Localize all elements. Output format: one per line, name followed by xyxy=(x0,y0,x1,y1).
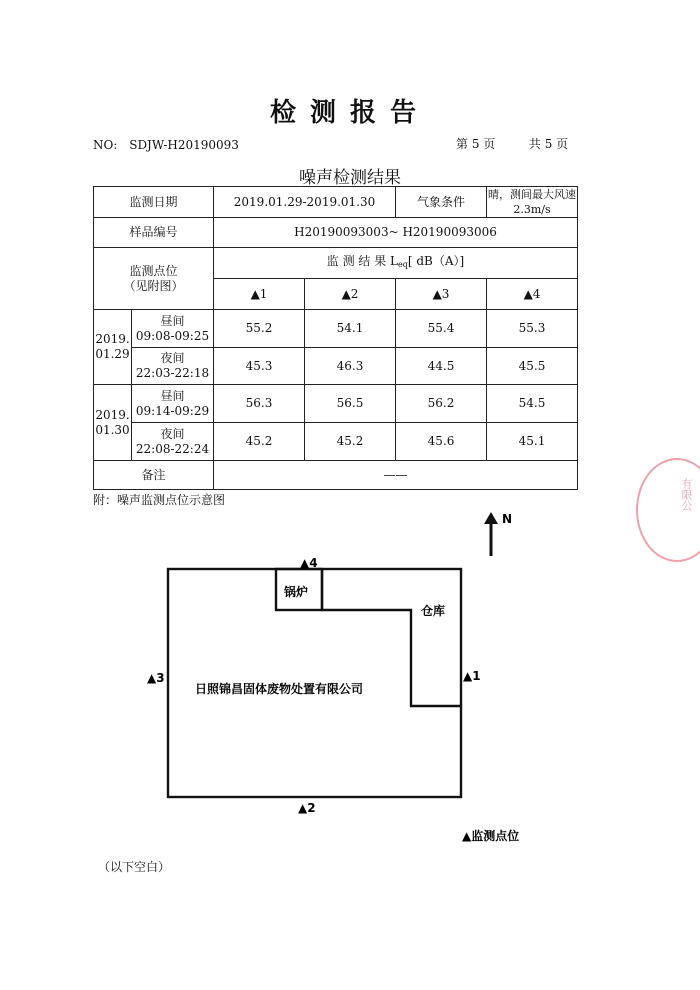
blank-below-note: （以下空白） xyxy=(98,860,171,874)
boiler-label: 锅炉 xyxy=(284,585,309,599)
company-label: 日照锦昌固体废物处置有限公司 xyxy=(195,682,364,696)
value-cell: 54.1 xyxy=(305,310,396,348)
weather-value-cell: 晴，测间最大风速 2.3m/s xyxy=(488,188,577,216)
monitoring-point-4: ▲4 xyxy=(300,556,318,570)
period-time: 09:08-09:25 xyxy=(135,328,210,343)
date-line: 2019. xyxy=(95,332,130,346)
sample-label-cell: 样品编号 xyxy=(94,218,214,248)
value-cell: 56.3 xyxy=(214,385,305,423)
period-time: 22:03-22:18 xyxy=(135,366,210,380)
sample-value-cell: H20190093003~ H20190093006 xyxy=(214,218,578,248)
value-cell: 45.3 xyxy=(214,348,305,385)
value-cell: 56.2 xyxy=(396,385,487,423)
value-cell: 44.5 xyxy=(396,348,487,385)
result-label-unit: [ dB（A）] xyxy=(407,254,465,268)
result-label: 监 测 结 果 L xyxy=(326,254,399,268)
report-number-label: NO: xyxy=(93,138,118,152)
point-header-2: ▲2 xyxy=(305,279,396,310)
weather-label-cell: 气象条件 xyxy=(396,187,487,218)
point-sub-label: （见附图） xyxy=(123,278,184,293)
date-label-cell: 监测日期 xyxy=(94,187,214,218)
monitoring-point-2: ▲2 xyxy=(298,801,316,815)
map-note: 附：噪声监测点位示意图 xyxy=(93,493,226,507)
point-header-3: ▲3 xyxy=(396,279,487,310)
value-cell: 45.1 xyxy=(487,423,578,461)
page-total: 共 5 页 xyxy=(528,137,569,151)
monitoring-point-3: ▲3 xyxy=(147,671,165,685)
date-value-cell: 2019.01.29-2019.01.30 xyxy=(214,187,396,218)
monitoring-point-1: ▲1 xyxy=(463,669,481,683)
value-cell: 46.3 xyxy=(305,348,396,385)
value-cell: 45.6 xyxy=(396,423,487,461)
value-cell: 55.3 xyxy=(487,310,578,348)
point-header-1: ▲1 xyxy=(214,279,305,310)
north-arrowhead-icon xyxy=(484,512,498,524)
period-name: 夜间 xyxy=(160,426,185,441)
value-cell: 55.4 xyxy=(396,310,487,348)
report-number-value: SDJW-H20190093 xyxy=(129,138,239,152)
value-cell: 45.2 xyxy=(305,423,396,461)
report-title: 检测报告 xyxy=(269,98,430,128)
value-cell: 45.5 xyxy=(487,348,578,385)
result-label-sub: eq xyxy=(398,260,408,269)
section-title: 噪声检测结果 xyxy=(299,168,401,188)
period-name: 昼间 xyxy=(160,313,185,328)
warehouse-label: 仓库 xyxy=(421,604,446,618)
north-label: N xyxy=(502,512,513,526)
period-time: 22:08-22:24 xyxy=(135,441,210,456)
value-cell: 54.5 xyxy=(487,385,578,423)
point-header-4: ▲4 xyxy=(487,279,578,310)
value-cell: 45.2 xyxy=(214,423,305,461)
period-time: 09:14-09:29 xyxy=(135,403,210,418)
value-cell: 55.2 xyxy=(214,310,305,348)
remark-value-cell: —— xyxy=(214,461,578,490)
date-line: 2019. xyxy=(95,407,130,422)
period-name: 昼间 xyxy=(160,388,185,403)
map-legend: ▲监测点位 xyxy=(462,829,520,843)
date-line: 01.29 xyxy=(95,347,130,361)
period-name: 夜间 xyxy=(160,351,185,365)
date-line: 01.30 xyxy=(95,422,130,437)
value-cell: 56.5 xyxy=(305,385,396,423)
remark-label-cell: 备注 xyxy=(94,461,214,490)
point-label: 监测点位 xyxy=(129,263,178,278)
stamp-text: 有限公 xyxy=(680,478,693,511)
page-current: 第 5 页 xyxy=(456,137,496,151)
